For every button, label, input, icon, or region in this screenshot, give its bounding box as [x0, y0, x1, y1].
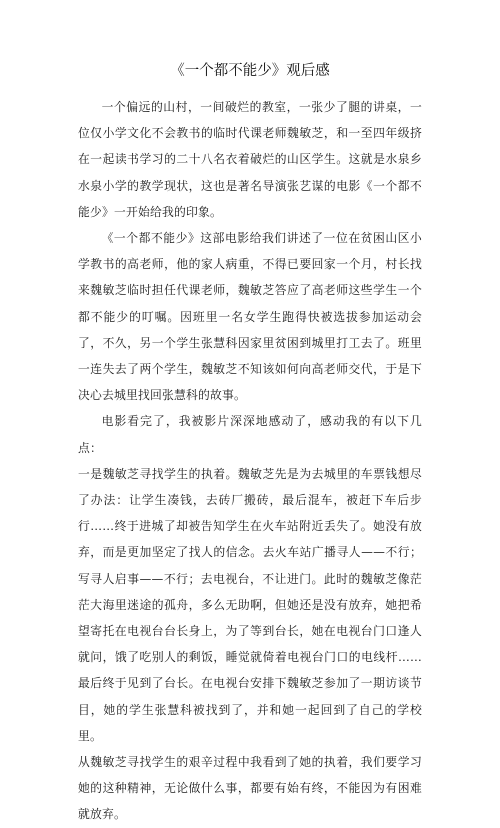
paragraph-intro: 一个偏远的山村，一间破烂的教室，一张少了腿的讲桌，一位仅小学文化不会教书的临时代课老师魏敏芝，和一至四年级挤在一起读书学习的二十八名衣着破烂的山区学生。这就是水泉乡水泉小学的教学现状，这也是著名导演张艺谋的电影《一个都不能少》一开始给我的印象。	[78, 100, 422, 219]
paragraph-synopsis: 《一个都不能少》这部电影给我们讲述了一位在贫困山区小学教书的高老师，他的家人病重，不得已要回家一个月，村长找来魏敏芝临时担任代课老师，魏敏芝答应了高老师这些学生一个都不能少的叮嘱。因班里一名女学生跑得快被选拔参加运动会了，不久，另一个学生张慧科因家里贫困到城里打工去了。班里一连失去了两个学生，魏敏芝不知该如何向高老师交代，于是下决心去城里找回张慧科的故事。	[78, 231, 422, 403]
paragraph-conclusion: 从魏敏芝寻找学生的艰辛过程中我看到了她的执着，我们要学习她的这种精神，无论做什么事，都要有始有终，不能因为有困难就放弃。	[78, 755, 422, 822]
paragraph-point-one: 一是魏敏芝寻找学生的执着。魏敏芝先是为去城里的车票钱想尽了办法：让学生凑钱，去砖厂搬砖，最后混车，被赶下车后步行……终于进城了却被告知学生在火车站附近丢失了。她没有放弃，而是更加坚定了找人的信念。去火车站广播寻人——不行；写寻人启事——不行；去电视台，不让进门。此时的魏敏芝像茫茫大海里迷途的孤舟，多么无助啊，但她还是没有放弃，她把希望寄托在电视台台长身上，为了等到台长，她在电视台门口逢人就问，饿了吃别人的剩饭，睡觉就倚着电视台门口的电线杆……最后终于见到了台长。在电视台安排下魏敏芝参加了一期访谈节目，她的学生张慧科被找到了，并和她一起回到了自己的学校里。	[78, 466, 422, 743]
document-title: 《一个都不能少》观后感	[170, 63, 330, 79]
paragraph-feelings: 电影看完了，我被影片深深地感动了，感动我的有以下几点：	[78, 414, 422, 455]
